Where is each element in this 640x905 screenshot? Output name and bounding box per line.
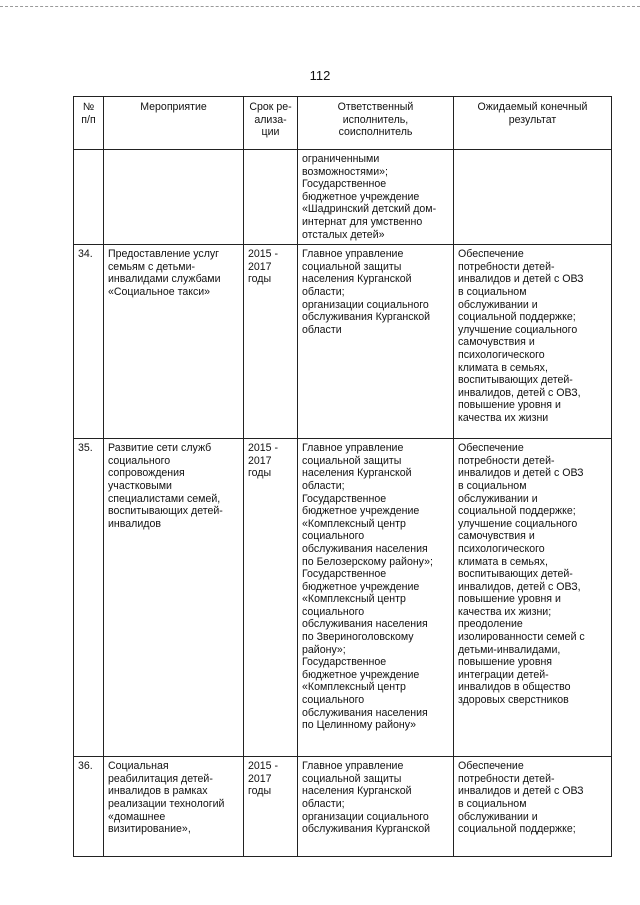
table-header-row bbox=[74, 97, 612, 150]
header-term: Срок ре- ализа- ции bbox=[244, 97, 298, 150]
cell-number: 34. bbox=[74, 245, 104, 439]
scan-top-edge bbox=[0, 6, 640, 7]
cell-number bbox=[74, 150, 104, 245]
table-row bbox=[74, 245, 612, 439]
cell-result: Обеспечение потребности детей- инвалидов и детей с ОВЗ в социальном обслуживании и социальной поддержке; улучшение социального самочувствия и психологического климата в семьях, воспитывающих детей- инвалидов, детей с ОВЗ, повышение уровня и качества их жизни bbox=[454, 245, 612, 439]
cell-result bbox=[454, 150, 612, 245]
header-responsible: Ответственный исполнитель, соисполнитель bbox=[298, 97, 454, 150]
cell-term: 2015 - 2017 годы bbox=[244, 245, 298, 439]
cell-activity: Предоставление услуг семьям с детьми- инвалидами службами «Социальное такси» bbox=[104, 245, 244, 439]
table-row bbox=[74, 757, 612, 857]
cell-number: 36. bbox=[74, 757, 104, 857]
table-row bbox=[74, 439, 612, 757]
header-result: Ожидаемый конечный результат bbox=[454, 97, 612, 150]
cell-result: Обеспечение потребности детей- инвалидов и детей с ОВЗ в социальном обслуживании и социальной поддержке; bbox=[454, 757, 612, 857]
cell-responsible: Главное управление социальной защиты населения Курганской области; организации социального обслуживания Курганской области bbox=[298, 245, 454, 439]
header-number: № п/п bbox=[74, 97, 104, 150]
page-number: 112 bbox=[309, 68, 331, 83]
header-activity: Мероприятие bbox=[104, 97, 244, 150]
cell-term bbox=[244, 150, 298, 245]
cell-result: Обеспечение потребности детей- инвалидов и детей с ОВЗ в социальном обслуживании и социальной поддержке; улучшение социального самочувствия и психологического климата в семьях, воспитывающих детей- инвалидов, детей с ОВЗ, повышение уровня и качества их жизни; преодоление изолированности семей с детьми-инвалидами, повышение уровня интеграции детей- инвалидов в общество здоровых сверстников bbox=[454, 439, 612, 757]
cell-responsible: ограниченными возможностями»; Государственное бюджетное учреждение «Шадринский детский дом- интернат для умственно отсталых детей» bbox=[298, 150, 454, 245]
cell-term: 2015 - 2017 годы bbox=[244, 757, 298, 857]
cell-activity: Социальная реабилитация детей- инвалидов в рамках реализации технологий «домашнее визитирование», bbox=[104, 757, 244, 857]
measures-table bbox=[73, 96, 612, 857]
table-row bbox=[74, 150, 612, 245]
cell-term: 2015 - 2017 годы bbox=[244, 439, 298, 757]
cell-responsible: Главное управление социальной защиты населения Курганской области; Государственное бюджетное учреждение «Комплексный центр социального обслуживания населения по Белозерскому району»; Государственное бюджетное учреждение «Комплексный центр социального обслуживания населения по Звериноголовскому району»; Государственное бюджетное учреждение «Комплексный центр социального обслуживания населения по Целинному району» bbox=[298, 439, 454, 757]
cell-activity: Развитие сети служб социального сопровождения участковыми специалистами семей, воспитывающих детей- инвалидов bbox=[104, 439, 244, 757]
cell-number: 35. bbox=[74, 439, 104, 757]
cell-responsible: Главное управление социальной защиты населения Курганской области; организации социального обслуживания Курганской bbox=[298, 757, 454, 857]
cell-activity bbox=[104, 150, 244, 245]
